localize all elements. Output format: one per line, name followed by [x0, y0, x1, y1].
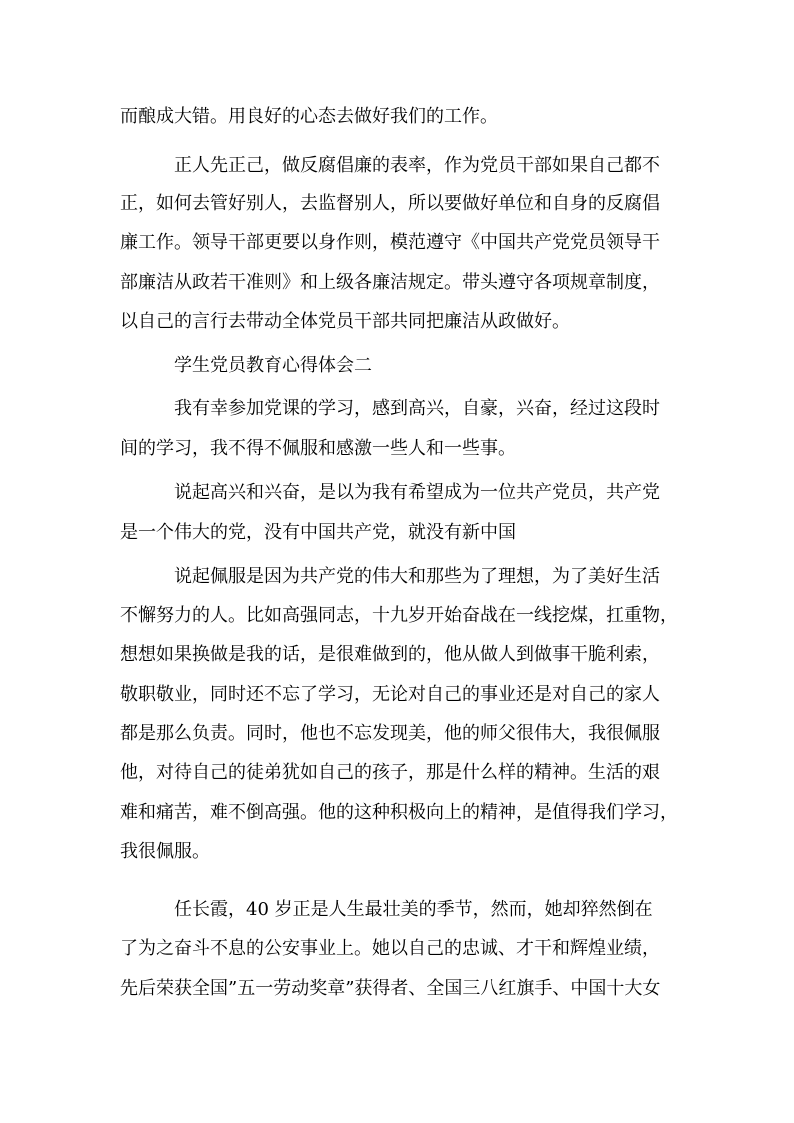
text-line: 都是那么负责。同时，他也不忘发现美，他的师父很伟大，我很佩服: [120, 723, 660, 744]
text-line: 难和痛苦，难不倒高强。他的这种积极向上的精神，是值得我们学习，: [120, 802, 678, 823]
text-line: 我很佩服。: [120, 841, 210, 862]
text-line: 是一个伟大的党，没有中国共产党，就没有新中国: [120, 522, 516, 543]
text-line: 而酿成大错。用良好的心态去做好我们的工作。: [120, 106, 498, 127]
text-line: 他，对待自己的徒弟犹如自己的孩子，那是什么样的精神。生活的艰: [120, 762, 660, 783]
text-line: 廉工作。领导干部更要以身作则，模范遵守《中国共产党党员领导干: [120, 232, 660, 253]
text-line: 想想如果换做是我的话，是很难做到的，他从做人到做事干脆利索，: [120, 644, 660, 665]
text-line: 正人先正己，做反腐倡廉的表率，作为党员干部如果自己都不: [174, 155, 660, 176]
text-line: 以自己的言行去带动全体党员干部共同把廉洁从政做好。: [120, 311, 570, 332]
section-heading: 学生党员教育心得体会二: [174, 355, 372, 376]
text-line: 先后荣获全国”五一劳动奖章”获得者、全国三八红旗手、中国十大女: [120, 978, 661, 999]
text-line: 说起佩服是因为共产党的伟大和那些为了理想，为了美好生活: [174, 566, 660, 587]
text-line: 正，如何去管好别人，去监督别人，所以要做好单位和自身的反腐倡: [120, 193, 660, 214]
text-line: 间的学习，我不得不佩服和感激一些人和一些事。: [120, 438, 516, 459]
text-line: 说起高兴和兴奋，是以为我有希望成为一位共产党员，共产党: [174, 482, 660, 503]
text-line: 我有幸参加党课的学习，感到高兴，自豪，兴奋，经过这段时: [174, 398, 660, 419]
text-line: 任长霞，40 岁正是人生最壮美的季节，然而，她却猝然倒在: [174, 899, 653, 920]
text-line: 了为之奋斗不息的公安事业上。她以自己的忠诚、才干和辉煌业绩，: [120, 938, 660, 959]
text-line: 敬职敬业，同时还不忘了学习，无论对自己的事业还是对自己的家人: [120, 684, 660, 705]
text-line: 部廉洁从政若干准则》和上级各廉洁规定。带头遵守各项规章制度，: [120, 272, 660, 293]
text-line: 不懈努力的人。比如高强同志，十九岁开始奋战在一线挖煤，扛重物，: [120, 605, 678, 626]
